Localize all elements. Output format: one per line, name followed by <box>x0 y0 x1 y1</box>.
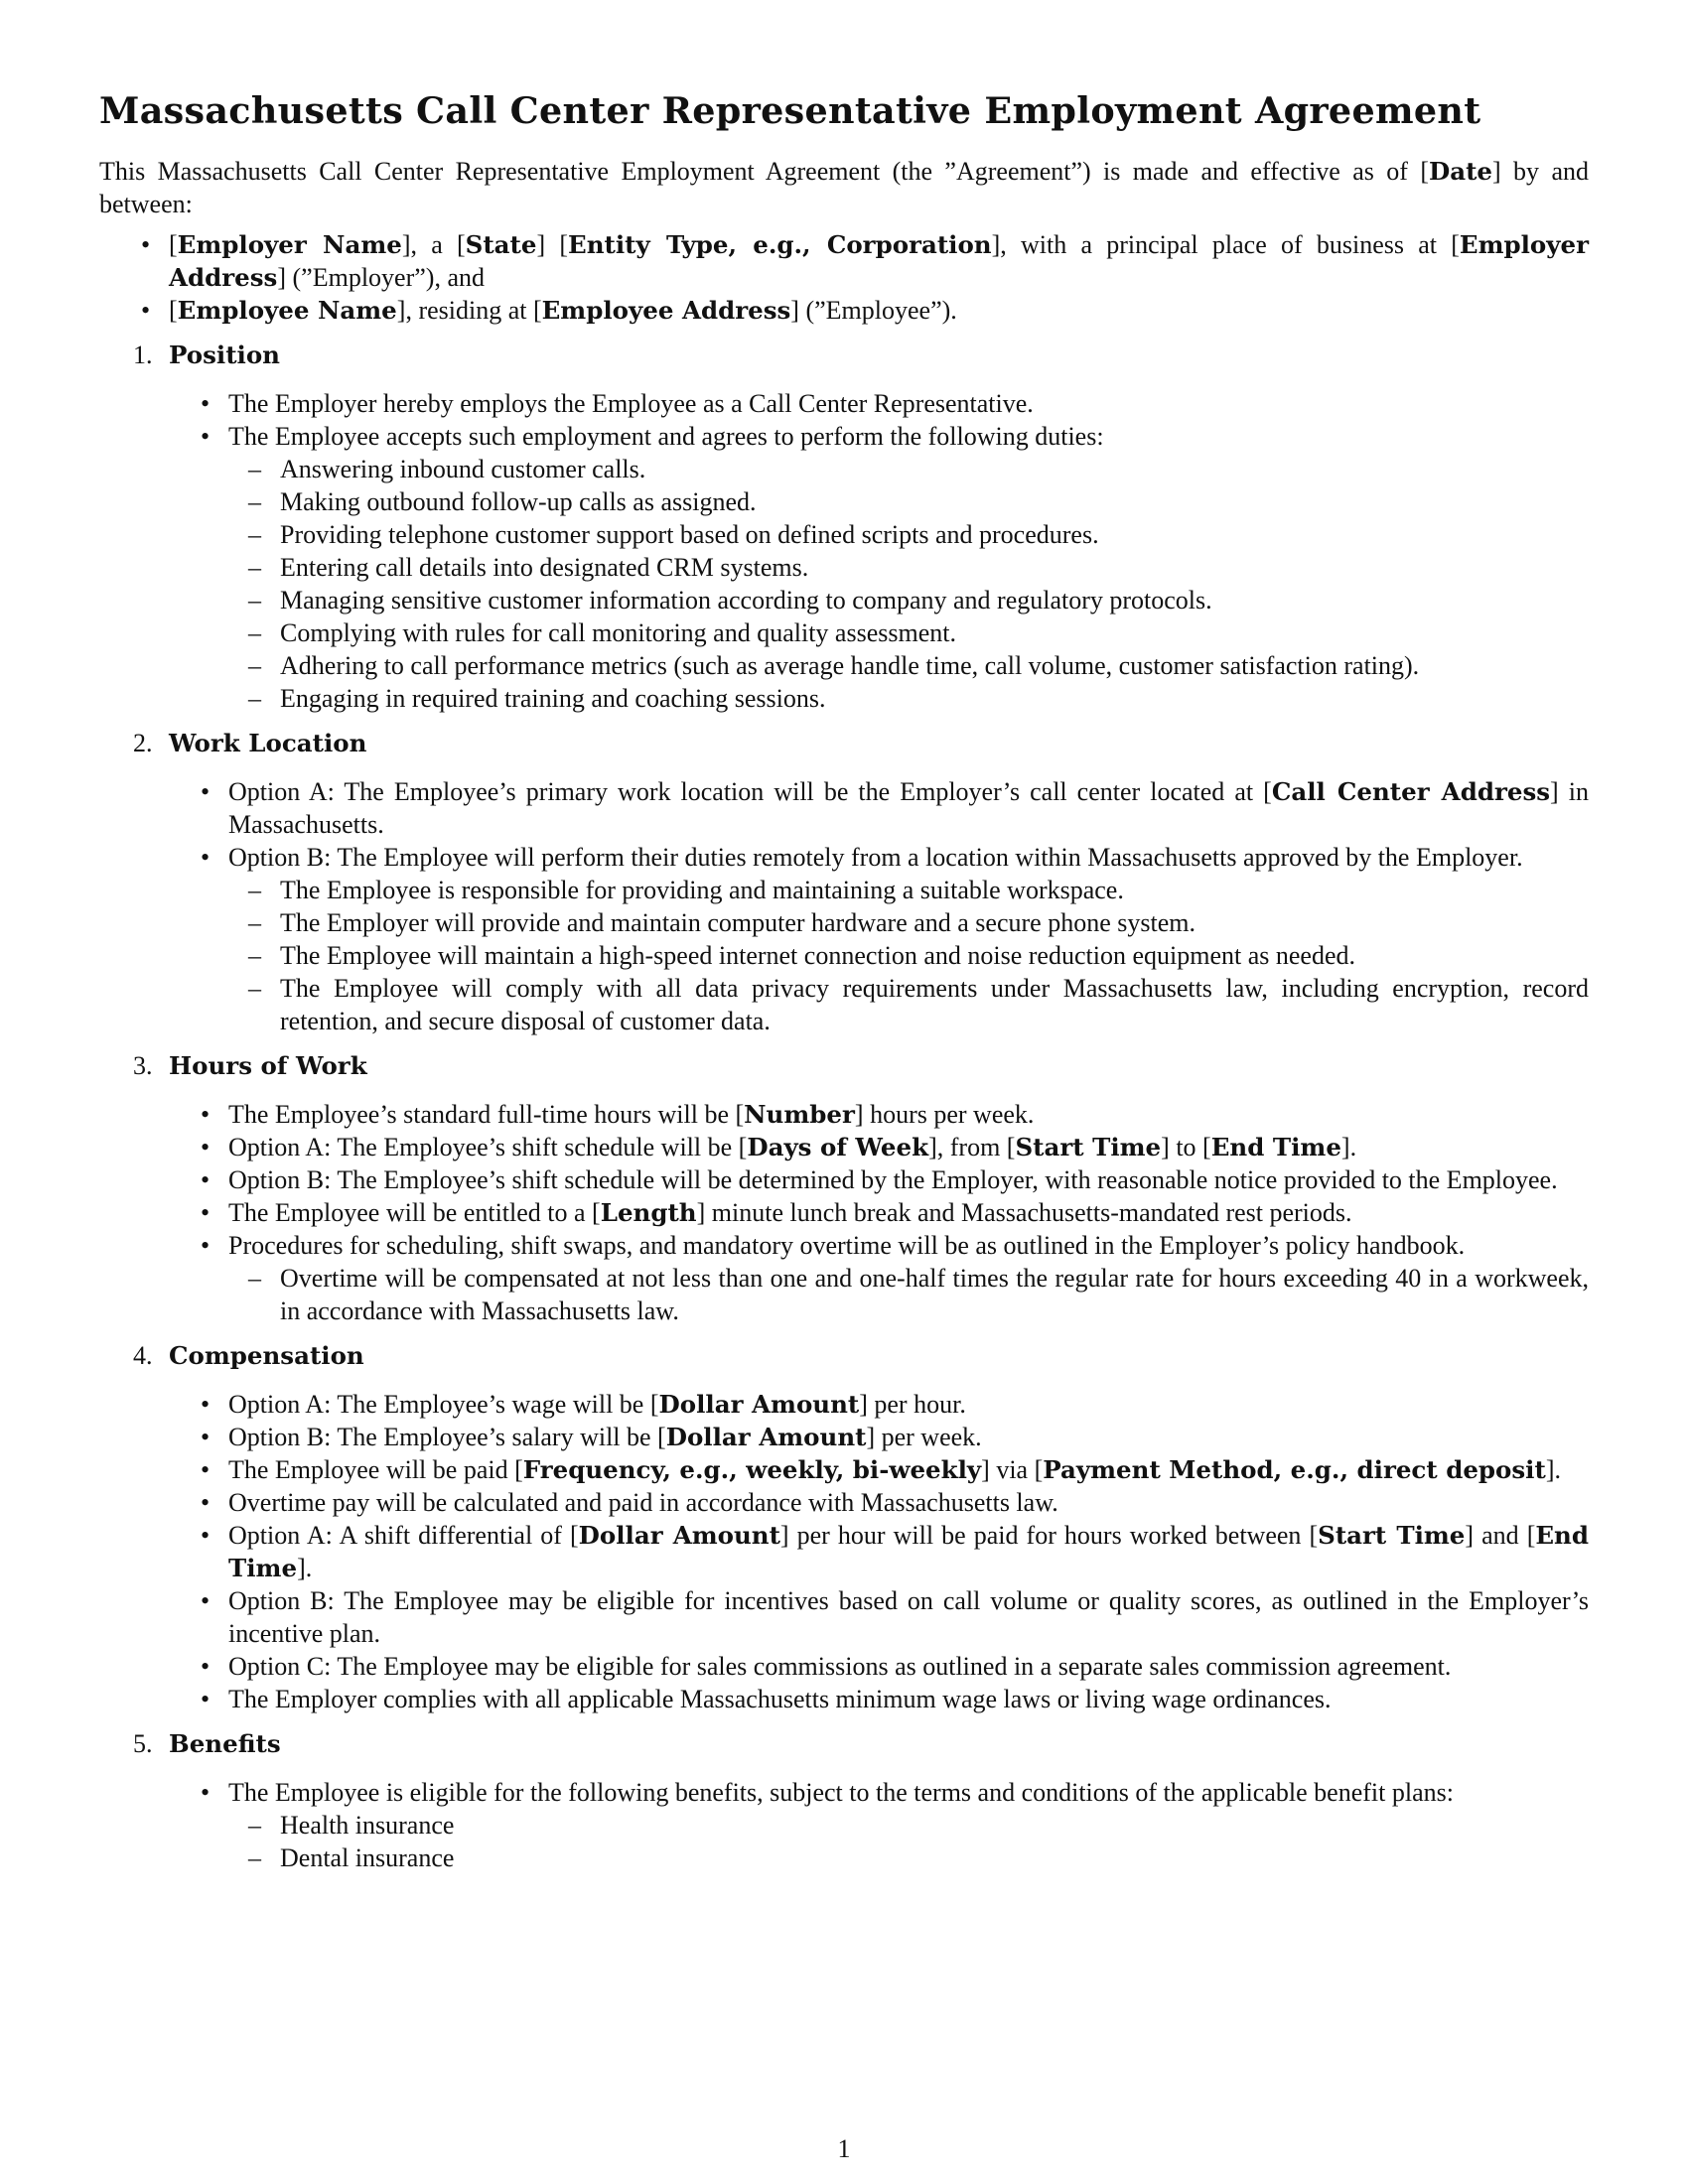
date-placeholder: Date <box>1428 157 1493 186</box>
duty-item: – Answering inbound customer calls. <box>228 453 1589 485</box>
text: ] per hour will be paid for hours worked between [ <box>779 1521 1319 1550</box>
list-item <box>159 1229 1589 1327</box>
section-benefits <box>99 1727 1589 1874</box>
list-item: • Option B: The Employee may be eligible for incentives based on call volume or quality scores, as outlined in the Employer’s incentive plan. <box>159 1584 1589 1650</box>
intro-paragraph <box>99 155 1589 220</box>
start-time-placeholder: Start Time <box>1318 1521 1466 1550</box>
entity-type-placeholder: Entity Type, e.g., Corporation <box>568 230 992 259</box>
list-item <box>159 1453 1589 1486</box>
text: ]. <box>1340 1133 1357 1161</box>
list-item <box>159 1196 1589 1229</box>
days-of-week-placeholder: Days of Week <box>747 1133 929 1161</box>
list-item <box>159 1421 1589 1453</box>
sub-item: – The Employee is responsible for providing and maintaining a suitable workspace. <box>228 874 1589 906</box>
overtime-list <box>228 1262 1589 1327</box>
list-item <box>159 420 1589 715</box>
dollar-amount-placeholder: Dollar Amount <box>665 1423 867 1451</box>
payment-method-placeholder: Payment Method, e.g., direct deposit <box>1043 1455 1546 1484</box>
text: ] minute lunch break and Massachusetts-mandated rest periods. <box>696 1198 1352 1227</box>
section-heading <box>99 1049 1589 1082</box>
employee-party <box>99 294 1589 327</box>
text: [ <box>169 230 178 259</box>
text: ] in Massachusetts. <box>228 777 1589 839</box>
section-number: 5. <box>133 1729 153 1758</box>
section-heading <box>99 1339 1589 1372</box>
list-item <box>159 1519 1589 1584</box>
section-items <box>99 1098 1589 1327</box>
text: Option A: The Employee’s wage will be [ <box>228 1390 659 1419</box>
section-items <box>99 387 1589 715</box>
duty-item: – Engaging in required training and coaching sessions. <box>228 682 1589 715</box>
list-item <box>159 1131 1589 1163</box>
section-number: 3. <box>133 1051 153 1080</box>
text: ] and [ <box>1465 1521 1536 1550</box>
end-time-placeholder: End Time <box>1210 1133 1341 1161</box>
duties-list <box>228 453 1589 715</box>
list-item <box>159 1388 1589 1421</box>
section-title: Position <box>169 341 280 369</box>
text: ], with a principal place of business at [ <box>991 230 1460 259</box>
section-heading <box>99 339 1589 371</box>
text: The Employee will be paid [ <box>228 1455 523 1484</box>
section-position <box>99 339 1589 715</box>
page-number: 1 <box>837 2134 851 2163</box>
text: ] per hour. <box>859 1390 966 1419</box>
text: ] (”Employer”), and <box>277 263 485 292</box>
text: Option B: The Employee will perform their duties remotely from a location within Massachusetts approved by the Employer. <box>228 843 1523 872</box>
text: Procedures for scheduling, shift swaps, and mandatory overtime will be as outlined in the Employer’s policy handbook. <box>228 1231 1466 1260</box>
text: The Employee is eligible for the following benefits, subject to the terms and conditions of the applicable benefit plans: <box>228 1778 1454 1807</box>
sub-item: – The Employee will maintain a high-speed internet connection and noise reduction equipment as needed. <box>228 939 1589 972</box>
section-work-location <box>99 727 1589 1037</box>
section-title: Work Location <box>169 729 367 757</box>
duty-item: – Managing sensitive customer information according to company and regulatory protocols. <box>228 584 1589 616</box>
benefits-list <box>228 1809 1589 1874</box>
text: The Employee accepts such employment and agrees to perform the following duties: <box>228 422 1104 451</box>
list-item <box>159 841 1589 1037</box>
list-item: • The Employer complies with all applicable Massachusetts minimum wage laws or living wage ordinances. <box>159 1683 1589 1715</box>
benefit-item: – Health insurance <box>228 1809 1589 1842</box>
sub-item: – The Employer will provide and maintain computer hardware and a secure phone system. <box>228 906 1589 939</box>
text: ], residing at [ <box>396 296 542 325</box>
section-number: 2. <box>133 729 153 757</box>
remote-terms-list <box>228 874 1589 1037</box>
text: ] [ <box>536 230 569 259</box>
length-placeholder: Length <box>600 1198 697 1227</box>
section-items <box>99 775 1589 1037</box>
section-items <box>99 1388 1589 1715</box>
text: ] via [ <box>981 1455 1044 1484</box>
section-compensation <box>99 1339 1589 1715</box>
text: [ <box>169 296 178 325</box>
text: ] to [ <box>1161 1133 1211 1161</box>
section-title: Hours of Work <box>169 1051 367 1080</box>
list-item: • Overtime pay will be calculated and paid in accordance with Massachusetts law. <box>159 1486 1589 1519</box>
benefit-item: – Dental insurance <box>228 1842 1589 1874</box>
duty-item: – Providing telephone customer support based on defined scripts and procedures. <box>228 518 1589 551</box>
text: Option B: The Employee’s salary will be [ <box>228 1423 666 1451</box>
section-hours-of-work <box>99 1049 1589 1327</box>
employer-party <box>99 228 1589 294</box>
text: Option A: The Employee’s primary work location will be the Employer’s call center located at [ <box>228 777 1272 806</box>
list-item <box>159 775 1589 841</box>
intro-text-before: This Massachusetts Call Center Representative Employment Agreement (the ”Agreement”) is made and effective as of [ <box>99 157 1429 186</box>
number-placeholder: Number <box>744 1100 855 1129</box>
text: Option A: A shift differential of [ <box>228 1521 579 1550</box>
employee-address-placeholder: Employee Address <box>541 296 791 325</box>
text: The Employee will be entitled to a [ <box>228 1198 601 1227</box>
list-item <box>159 1098 1589 1131</box>
list-item: • Option B: The Employee’s shift schedule will be determined by the Employer, with reasonable notice provided to the Employee. <box>159 1163 1589 1196</box>
section-heading <box>99 727 1589 759</box>
text: ], a [ <box>401 230 466 259</box>
intro-text-after: ] by and between: <box>99 157 1589 218</box>
duty-item: – Making outbound follow-up calls as assigned. <box>228 485 1589 518</box>
employer-address-placeholder: Employer Address <box>169 230 1589 292</box>
text: The Employee’s standard full-time hours will be [ <box>228 1100 745 1129</box>
section-title: Benefits <box>169 1729 281 1758</box>
sub-item: – The Employee will comply with all data privacy requirements under Massachusetts law, including encryption, record retention, and secure disposal of customer data. <box>228 972 1589 1037</box>
section-title: Compensation <box>169 1341 364 1370</box>
end-time-placeholder: End Time <box>228 1521 1589 1582</box>
parties-list <box>99 228 1589 327</box>
text: ], from [ <box>928 1133 1016 1161</box>
document-page <box>99 87 1589 1886</box>
duty-item: – Entering call details into designated CRM systems. <box>228 551 1589 584</box>
text: ] per week. <box>866 1423 982 1451</box>
text: Option A: The Employee’s shift schedule will be [ <box>228 1133 748 1161</box>
sub-item: – Overtime will be compensated at not less than one and one-half times the regular rate for hours exceeding 40 in a workweek, in accordance with Massachusetts law. <box>228 1262 1589 1327</box>
duty-item: – Adhering to call performance metrics (such as average handle time, call volume, customer satisfaction rating). <box>228 649 1589 682</box>
section-number: 1. <box>133 341 153 369</box>
section-items <box>99 1776 1589 1874</box>
duty-item: – Complying with rules for call monitoring and quality assessment. <box>228 616 1589 649</box>
list-item: • The Employer hereby employs the Employee as a Call Center Representative. <box>159 387 1589 420</box>
section-heading <box>99 1727 1589 1760</box>
section-number: 4. <box>133 1341 153 1370</box>
text: ]. <box>297 1554 313 1582</box>
text: ]. <box>1545 1455 1561 1484</box>
text: ] hours per week. <box>854 1100 1035 1129</box>
frequency-placeholder: Frequency, e.g., weekly, bi-weekly <box>522 1455 982 1484</box>
dollar-amount-placeholder: Dollar Amount <box>578 1521 780 1550</box>
state-placeholder: State <box>465 230 537 259</box>
call-center-address-placeholder: Call Center Address <box>1271 777 1551 806</box>
text: ] (”Employee”). <box>790 296 957 325</box>
list-item: • Option C: The Employee may be eligible for sales commissions as outlined in a separate sales commission agreement. <box>159 1650 1589 1683</box>
list-item <box>159 1776 1589 1874</box>
start-time-placeholder: Start Time <box>1015 1133 1162 1161</box>
employee-name-placeholder: Employee Name <box>177 296 397 325</box>
document-title: Massachusetts Call Center Representative Employment Agreement <box>99 89 1481 132</box>
sections-list <box>99 339 1589 1874</box>
employer-name-placeholder: Employer Name <box>177 230 402 259</box>
dollar-amount-placeholder: Dollar Amount <box>658 1390 860 1419</box>
